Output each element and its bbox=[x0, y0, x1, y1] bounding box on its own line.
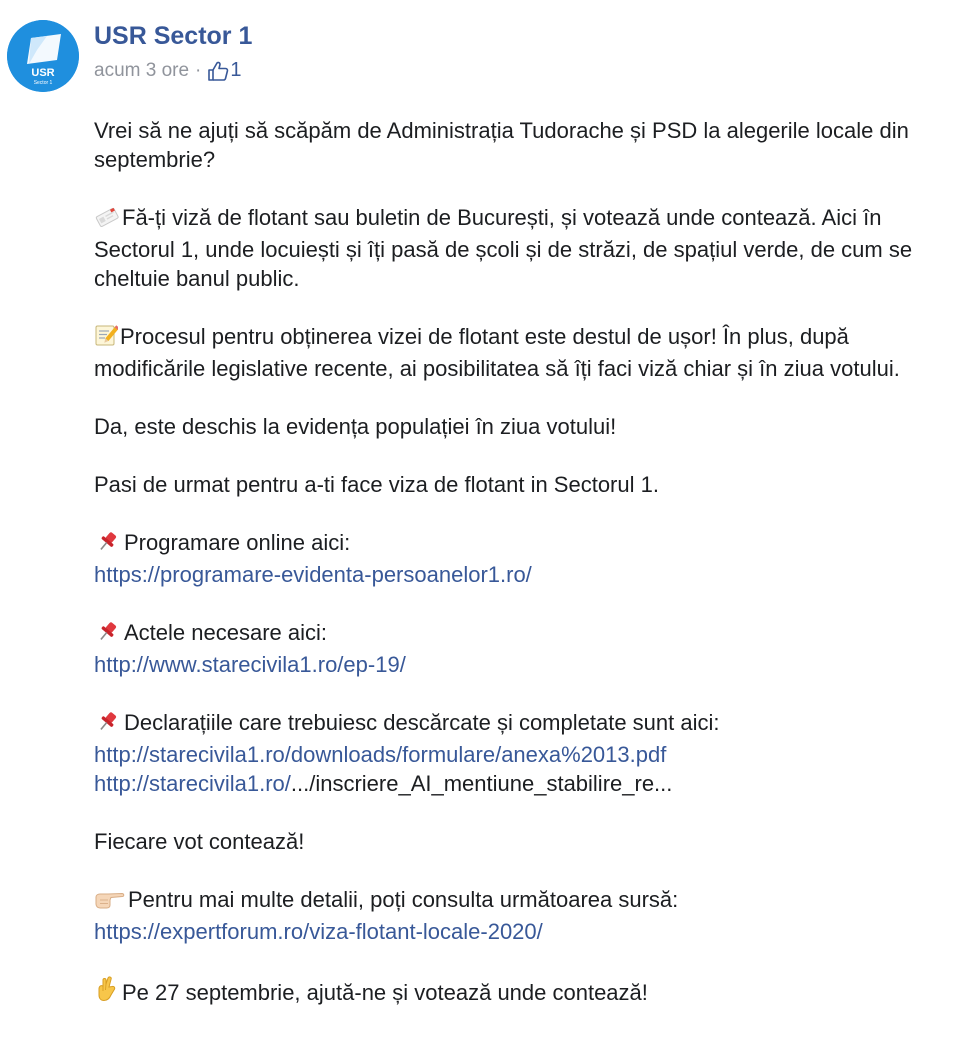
post-body bbox=[94, 116, 960, 1010]
post-paragraph bbox=[94, 885, 960, 946]
post-paragraph-text: Procesul pentru obținerea vizei de flotant este destul de ușor! În plus, după modificările legislative recente, ai posibilitatea să îți faci viză chiar și în ziua votului. bbox=[94, 324, 900, 381]
post-paragraph-text: Pentru mai multe detalii, poți consulta următoarea sursă: bbox=[128, 887, 679, 912]
memo-icon bbox=[94, 323, 118, 354]
post-paragraph bbox=[94, 322, 960, 383]
pushpin-icon bbox=[94, 529, 122, 560]
post-paragraph bbox=[94, 528, 960, 589]
avatar-text: USR bbox=[31, 67, 55, 79]
pushpin-icon bbox=[94, 619, 122, 650]
post-paragraph-text: Declarațiile care trebuiesc descărcate și completate sunt aici: bbox=[124, 710, 720, 735]
post-paragraph: Fiecare vot contează! bbox=[94, 829, 305, 854]
post-paragraph: Pasi de urmat pentru a-ti face viza de flotant in Sectorul 1. bbox=[94, 472, 659, 497]
id-card-icon bbox=[94, 206, 120, 235]
meta-separator: · bbox=[195, 59, 202, 81]
post-timestamp[interactable]: acum 3 ore bbox=[94, 59, 190, 81]
acte-necesare-link[interactable]: http://www.starecivila1.ro/ep-19/ bbox=[94, 652, 406, 677]
post-paragraph-text: Pe 27 septembrie, ajută-ne și votează unde contează! bbox=[122, 980, 648, 1005]
avatar-subtext: Sector 1 bbox=[33, 80, 53, 86]
post-paragraph bbox=[94, 618, 960, 679]
anexa-pdf-link[interactable]: http://starecivila1.ro/downloads/formulare/anexa%2013.pdf bbox=[94, 742, 667, 767]
post-paragraph-text: Fă-ți viză de flotant sau buletin de București, și votează unde contează. Aici în Sectorul 1, unde locuiești și îți pasă de școli și de străzi, de spațiul verde, de cum se cheltuie banul public. bbox=[94, 205, 913, 291]
pushpin-icon bbox=[94, 709, 122, 740]
inscriere-link[interactable]: http://starecivila1.ro/ bbox=[94, 771, 291, 796]
like-count[interactable]: 1 bbox=[230, 59, 242, 81]
post-meta bbox=[94, 59, 242, 82]
crossed-fingers-icon bbox=[94, 975, 120, 1010]
page-name-link[interactable]: USR Sector 1 bbox=[94, 22, 253, 50]
post-paragraph bbox=[94, 975, 960, 1010]
post-paragraph: Vrei să ne ajuți să scăpăm de Administrația Tudorache și PSD la alegerile locale din septembrie? bbox=[94, 118, 909, 172]
post-paragraph: Da, este deschis la evidența populației în ziua votului! bbox=[94, 414, 617, 439]
post-paragraph-text: Programare online aici: bbox=[124, 530, 351, 555]
avatar[interactable] bbox=[7, 20, 79, 92]
post-paragraph-text: Actele necesare aici: bbox=[124, 620, 327, 645]
post-paragraph bbox=[94, 708, 960, 798]
programare-link[interactable]: https://programare-evidenta-persoanelor1.ro/ bbox=[94, 562, 532, 587]
like-icon[interactable] bbox=[207, 60, 229, 82]
post-paragraph bbox=[94, 203, 960, 293]
inscriere-link-rest[interactable]: .../inscriere_AI_mentiune_stabilire_re... bbox=[290, 771, 673, 796]
pointing-hand-icon bbox=[94, 888, 126, 917]
expertforum-link[interactable]: https://expertforum.ro/viza-flotant-locale-2020/ bbox=[94, 919, 543, 944]
